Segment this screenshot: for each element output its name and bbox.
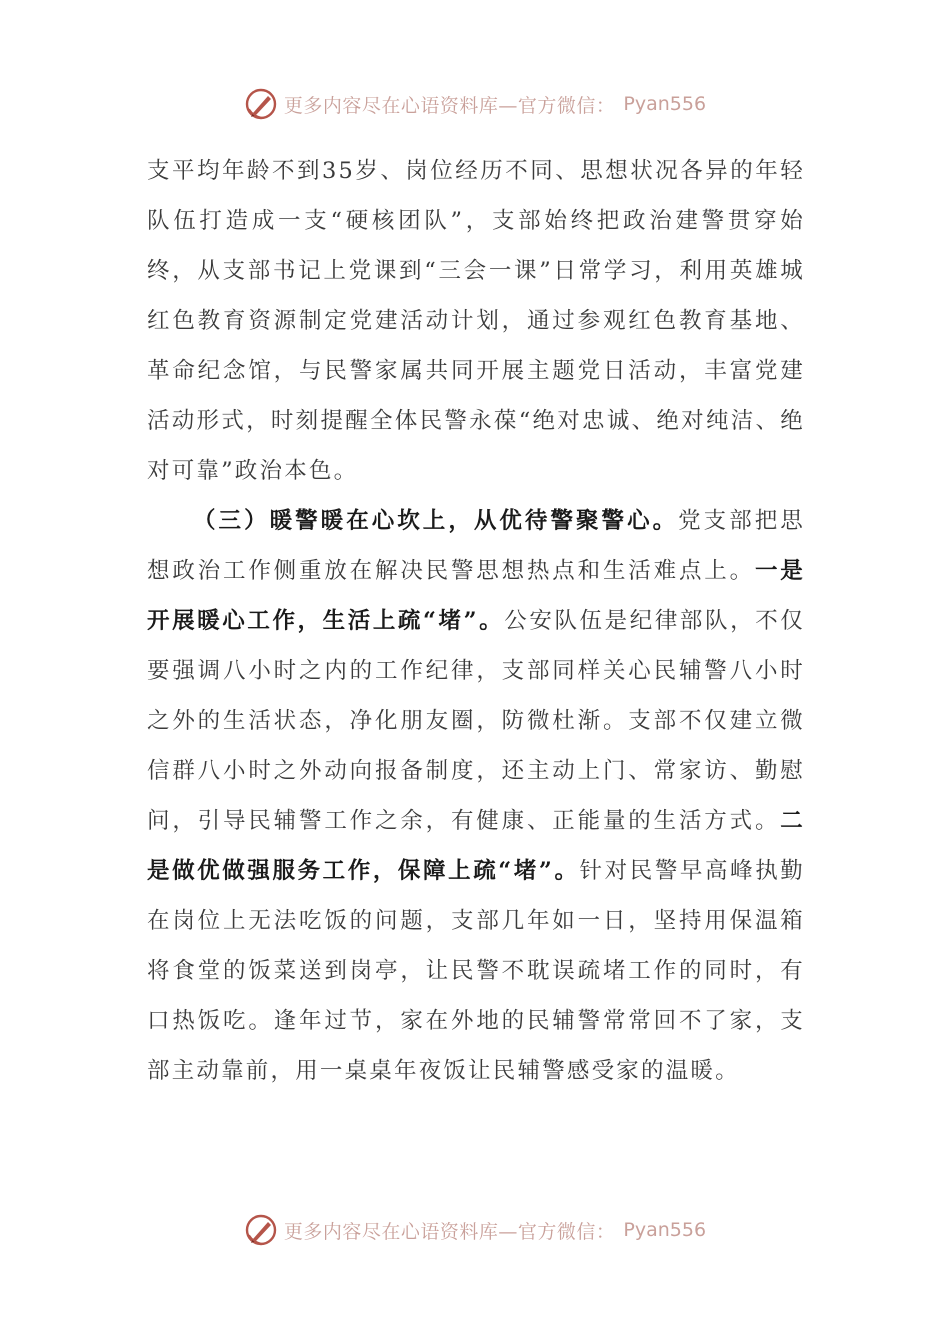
section-intro: 党支部把思想政治工作侧重放在解决民警思想热点和生活难点上。 (147, 508, 805, 584)
watermark-wechat-id: Pyan556 (623, 1219, 707, 1241)
point-two-text: 针对民警早高峰执勤在岗位上无法吃饭的问题，支部几年如一日，坚持用保温箱将食堂的饭菜送到岗亭，让民警不耽误疏堵工作的同时，有口热饭吃。逢年过节，家在外地的民辅警常常回不了家，支部主动靠前，用一桌桌年夜饭让民辅警感受家的温暖。 (147, 858, 805, 1084)
pen-logo-icon (244, 87, 278, 121)
watermark-wechat-id: Pyan556 (623, 93, 707, 115)
point-one-text: 公安队伍是纪律部队，不仅要强调八小时之内的工作纪律，支部同样关心民辅警八小时之外的生活状态，净化朋友圈，防微杜渐。支部不仅建立微信群八小时之外动向报备制度，还主动上门、常家访、勤慰问，引导民辅警工作之余，有健康、正能量的生活方式。 (147, 608, 805, 834)
watermark-text: 更多内容尽在心语资料库—官方微信： (283, 94, 616, 117)
point-two-title: 二是做优做强服务工作，保障上疏“堵”。 (147, 808, 805, 884)
header-watermark (0, 84, 950, 124)
footer-watermark (0, 1210, 950, 1250)
watermark-text: 更多内容尽在心语资料库—官方微信： (283, 1220, 616, 1243)
paragraph-continuation: 支平均年龄不到35岁、岗位经历不同、思想状况各异的年轻队伍打造成一支“硬核团队”，支部始终把政治建警贯穿始终，从支部书记上党课到“三会一课”日常学习，利用英雄城红色教育资源制定党建活动计划，通过参观红色教育基地、革命纪念馆，与民警家属共同开展主题党日活动，丰富党建活动形式，时刻提醒全体民警永葆“绝对忠诚、绝对纯洁、绝对可靠”政治本色。 (147, 158, 805, 484)
document-body (147, 146, 805, 1096)
section-heading: （三）暖警暖在心坎上，从优待警聚警心。 (193, 508, 679, 534)
pen-logo-icon (244, 1213, 278, 1247)
point-one-title: 一是开展暖心工作，生活上疏“堵”。 (147, 558, 805, 634)
paragraph-section-three (147, 496, 805, 1096)
